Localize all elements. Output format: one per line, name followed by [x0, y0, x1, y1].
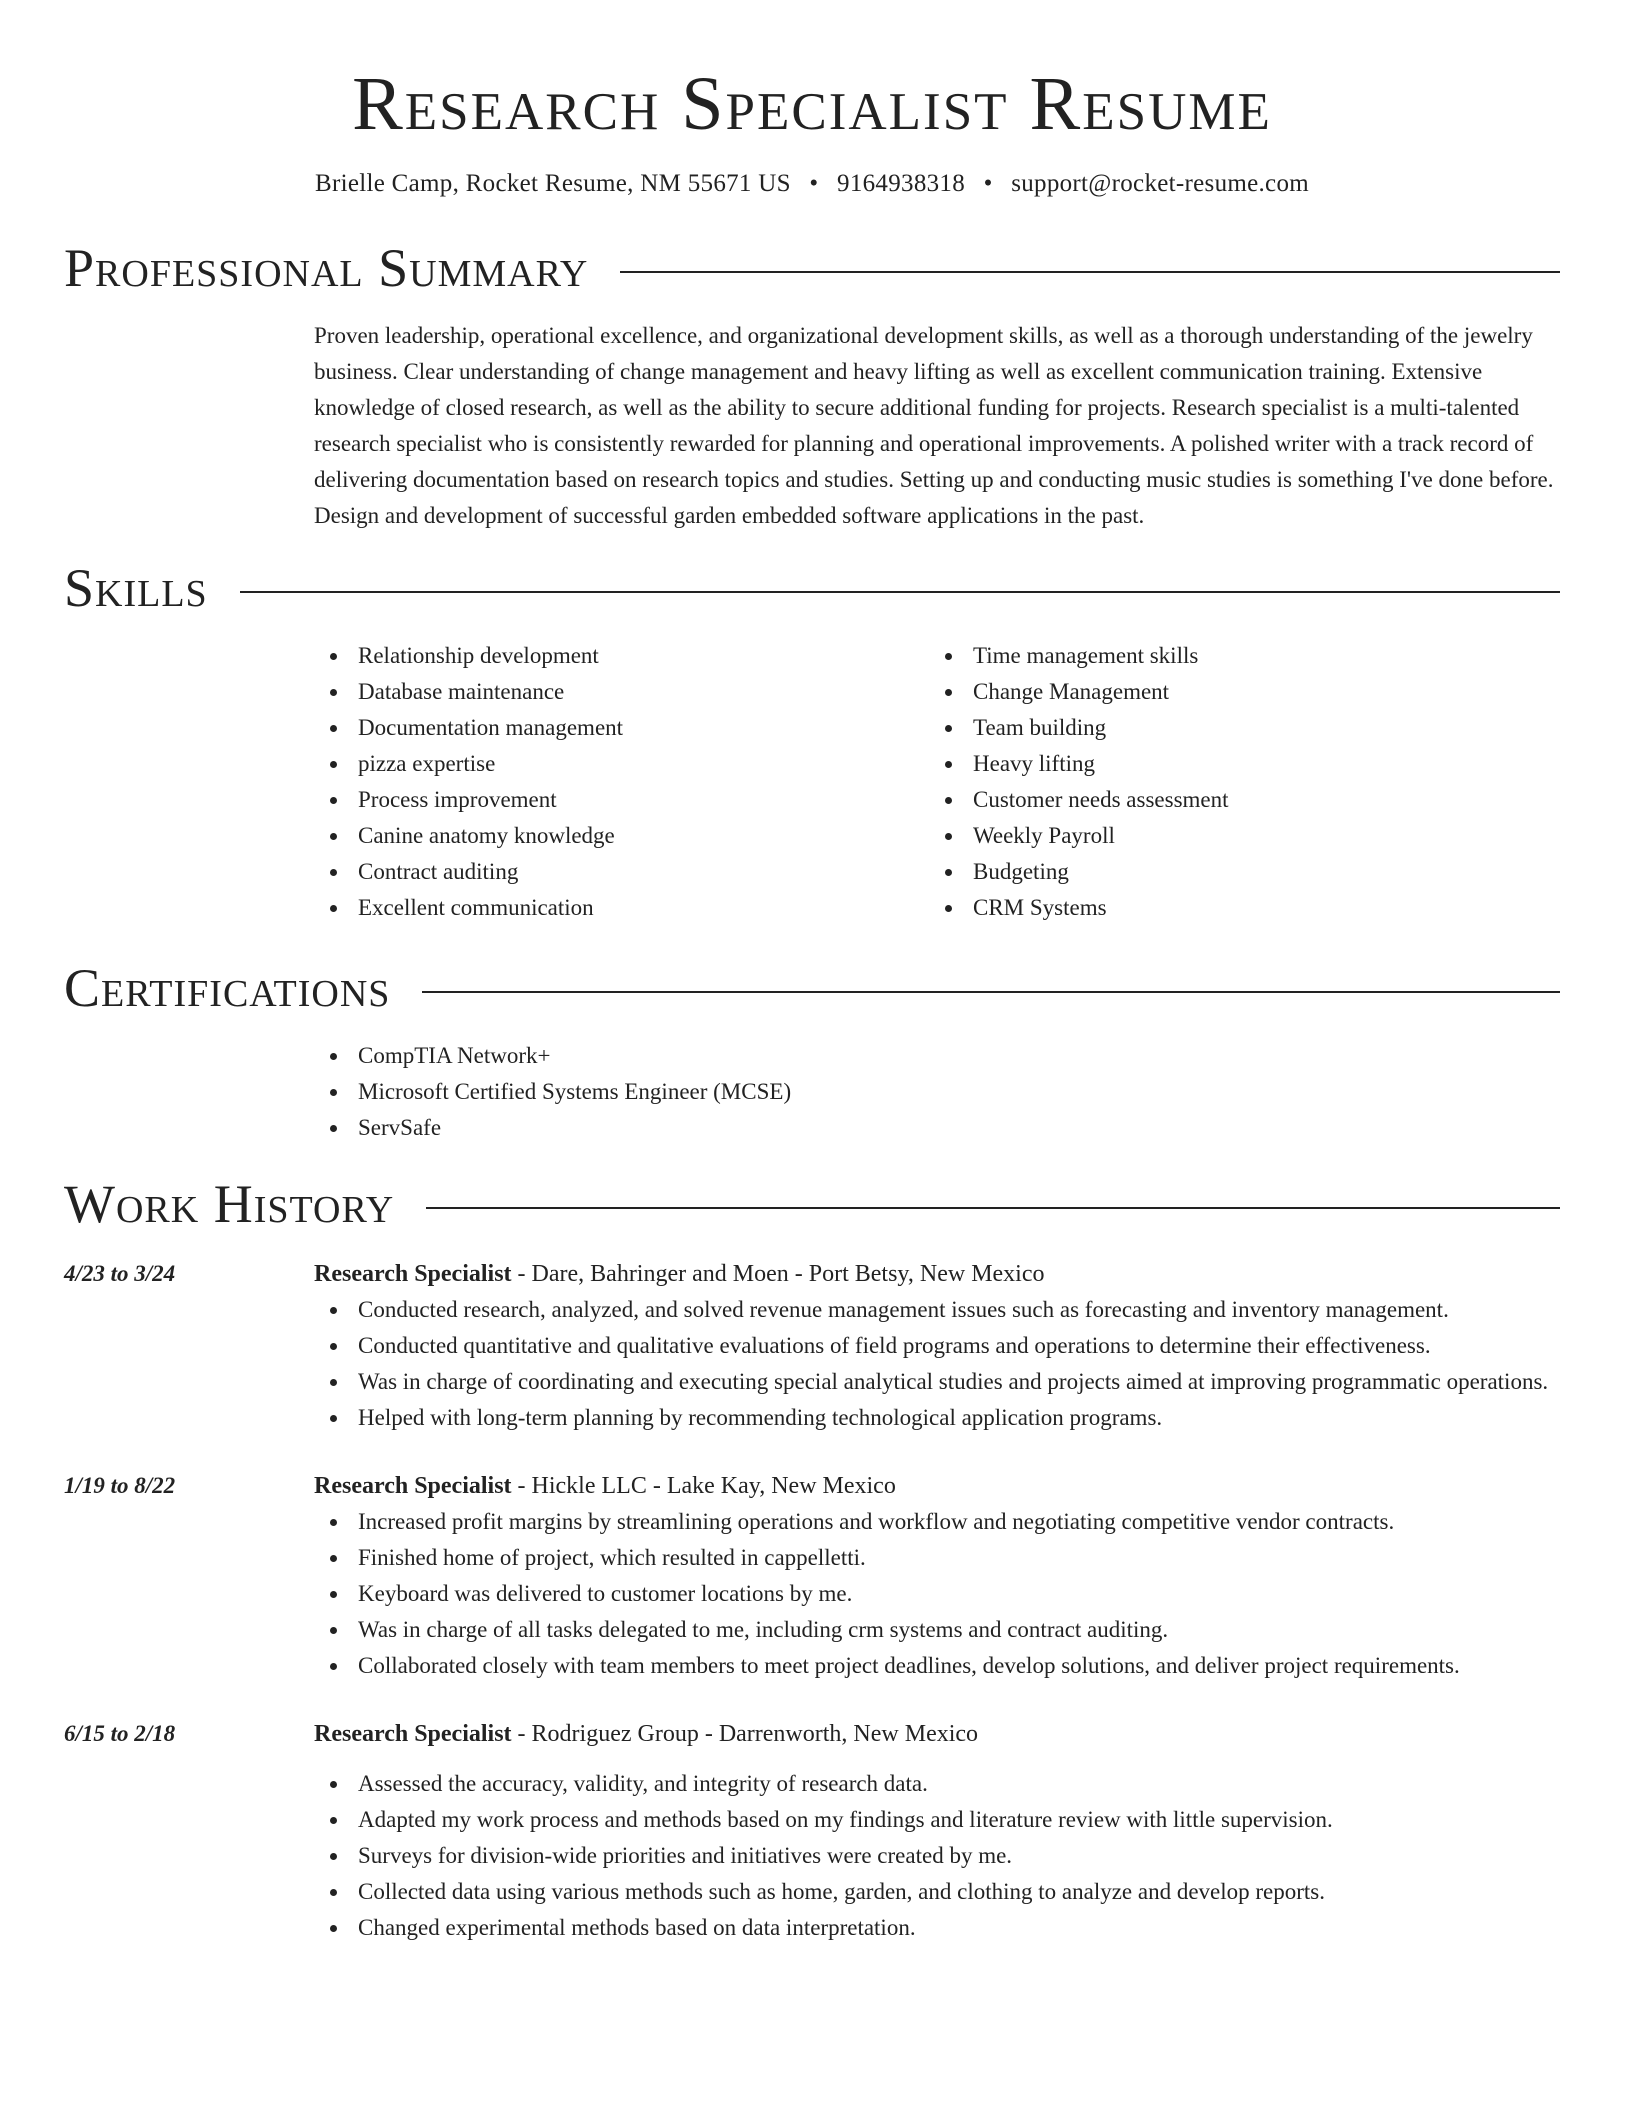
job-bullet: Collected data using various methods such as home, garden, and clothing to analyze and develop reports.: [358, 1874, 1560, 1910]
job-bullets: [314, 1504, 1560, 1684]
job-heading-line: [314, 1468, 1560, 1504]
skill-item: Documentation management: [358, 710, 929, 746]
job-dates: 1/19 to 8/22: [64, 1473, 176, 1498]
resume-title: Research Specialist Resume: [352, 62, 1272, 146]
skills-list-left: [314, 638, 929, 926]
skill-item: Database maintenance: [358, 674, 929, 710]
job-dates: 4/23 to 3/24: [64, 1261, 176, 1286]
certification-item: ServSafe: [358, 1110, 1560, 1146]
certifications-section: [314, 1038, 1560, 1146]
job-entry: [64, 1256, 1560, 1436]
skill-item: Relationship development: [358, 638, 929, 674]
job-heading-line: [314, 1256, 1560, 1292]
skill-item: Process improvement: [358, 782, 929, 818]
job-bullet: Collaborated closely with team members to meet project deadlines, develop solutions, and deliver project requirements.: [358, 1648, 1560, 1684]
job-title: Research Specialist: [314, 1261, 512, 1287]
skill-item: Excellent communication: [358, 890, 929, 926]
job-bullet: Adapted my work process and methods based on my findings and literature review with little supervision.: [358, 1802, 1560, 1838]
job-bullet: Was in charge of all tasks delegated to me, including crm systems and contract auditing.: [358, 1612, 1560, 1648]
job-bullet: Finished home of project, which resulted in cappelletti.: [358, 1540, 1560, 1576]
skill-item: Budgeting: [973, 854, 1544, 890]
job-dates: 6/15 to 2/18: [64, 1721, 176, 1746]
job-bullet: Was in charge of coordinating and executing special analytical studies and projects aimed at improving programmatic operations.: [358, 1364, 1560, 1400]
contact-email: support@rocket-resume.com: [1011, 170, 1309, 197]
job-title: Research Specialist: [314, 1721, 512, 1747]
contact-phone: 9164938318: [837, 170, 966, 197]
summary-section: [314, 318, 1560, 534]
skill-item: CRM Systems: [973, 890, 1544, 926]
summary-heading: Professional Summary: [64, 238, 589, 298]
contact-address: Brielle Camp, Rocket Resume, NM 55671 US: [314, 170, 791, 197]
skills-section: [314, 638, 1560, 926]
section-divider: [422, 991, 1560, 993]
skill-item: Contract auditing: [358, 854, 929, 890]
work-heading: Work History: [64, 1174, 395, 1234]
job-heading-line: [314, 1716, 1560, 1752]
certifications-list: [314, 1038, 1560, 1146]
resume-page: [64, 0, 1560, 1946]
summary-section-header: [64, 238, 1560, 298]
summary-text: Proven leadership, operational excellence, and organizational development skills, as well as a thorough understanding of the jewelry business. Clear understanding of change management and heavy lifting as well as excellent communication training. Extensive knowledge of closed research, as well as the ability to secure additional funding for projects. Research specialist is a multi-talented research specialist who is consistently rewarded for planning and operational improvements. A polished writer with a track record of delivering documentation based on research topics and studies. Setting up and conducting music studies is something I've done before. Design and development of successful garden embedded software applications in the past.: [314, 323, 1554, 528]
section-divider: [426, 1207, 1560, 1209]
job-entry: [64, 1716, 1560, 1946]
job-bullet: Conducted research, analyzed, and solved revenue management issues such as forecasting and inventory management.: [358, 1292, 1560, 1328]
certifications-section-header: [64, 958, 1560, 1018]
job-entry: [64, 1468, 1560, 1684]
contact-line: [64, 170, 1560, 198]
job-bullet: Surveys for division-wide priorities and initiatives were created by me.: [358, 1838, 1560, 1874]
contact-separator: •: [983, 170, 993, 197]
skill-item: Weekly Payroll: [973, 818, 1544, 854]
job-bullet: Keyboard was delivered to customer locations by me.: [358, 1576, 1560, 1612]
skill-item: pizza expertise: [358, 746, 929, 782]
skills-section-header: [64, 558, 1560, 618]
skill-item: Team building: [973, 710, 1544, 746]
section-divider: [240, 591, 1560, 593]
job-bullet: Assessed the accuracy, validity, and integrity of research data.: [358, 1766, 1560, 1802]
contact-separator: •: [809, 170, 819, 197]
skills-list-right: [929, 638, 1544, 926]
job-content: [314, 1256, 1560, 1436]
skill-item: Canine anatomy knowledge: [358, 818, 929, 854]
job-bullet: Helped with long-term planning by recommending technological application programs.: [358, 1400, 1560, 1436]
job-content: [314, 1716, 1560, 1946]
job-bullets: [314, 1292, 1560, 1436]
skill-item: Time management skills: [973, 638, 1544, 674]
certification-item: Microsoft Certified Systems Engineer (MCSE): [358, 1074, 1560, 1110]
certification-item: CompTIA Network+: [358, 1038, 1560, 1074]
job-bullet: Changed experimental methods based on data interpretation.: [358, 1910, 1560, 1946]
skills-column-left: [314, 638, 929, 926]
job-employer: - Dare, Bahringer and Moen - Port Betsy, New Mexico: [511, 1261, 1045, 1287]
skills-column-right: [929, 638, 1544, 926]
certifications-heading: Certifications: [64, 958, 391, 1018]
skills-columns: [314, 638, 1560, 926]
job-employer: - Hickle LLC - Lake Kay, New Mexico: [511, 1473, 896, 1499]
skill-item: Customer needs assessment: [973, 782, 1544, 818]
work-section-header: [64, 1174, 1560, 1234]
job-content: [314, 1468, 1560, 1684]
job-employer: - Rodriguez Group - Darrenworth, New Mexico: [511, 1721, 979, 1747]
skill-item: Change Management: [973, 674, 1544, 710]
skills-heading: Skills: [64, 558, 208, 618]
section-divider: [620, 271, 1560, 273]
skill-item: Heavy lifting: [973, 746, 1544, 782]
job-bullet: Increased profit margins by streamlining operations and workflow and negotiating competitive vendor contracts.: [358, 1504, 1560, 1540]
job-title: Research Specialist: [314, 1473, 512, 1499]
job-bullet: Conducted quantitative and qualitative evaluations of field programs and operations to determine their effectiveness.: [358, 1328, 1560, 1364]
job-bullets: [314, 1766, 1560, 1946]
